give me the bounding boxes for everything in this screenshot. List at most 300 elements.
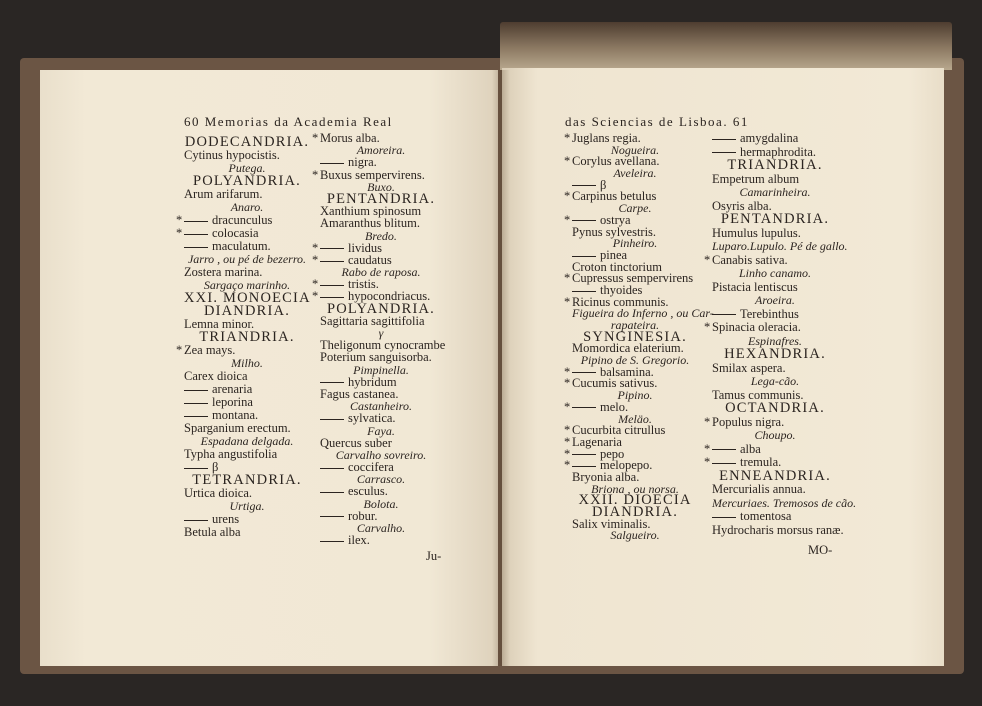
- species-name: Zea mays.: [184, 343, 236, 357]
- entry-line: [712, 265, 838, 279]
- entry-line: [572, 235, 698, 251]
- species-name: Xanthium spinosum: [320, 204, 422, 219]
- common-name: Camarinheira.: [739, 185, 811, 199]
- species-name: Theligonum cynocrambe: [320, 338, 446, 353]
- class-heading: POLYANDRIA.: [192, 173, 302, 189]
- entry-line: [572, 516, 698, 531]
- entry-line: [184, 511, 310, 524]
- entry-line: [712, 130, 838, 144]
- species-name: hybridum: [348, 374, 397, 389]
- species-name: Quercus suber: [320, 435, 392, 450]
- entry-line: [712, 157, 838, 171]
- ditto-dash: [712, 449, 736, 450]
- asterisk-mark: *: [564, 294, 571, 309]
- common-name: Pinheiro.: [612, 236, 658, 251]
- entry-line: [184, 173, 310, 189]
- entry-line: [176, 212, 310, 227]
- entry-line: [712, 522, 844, 537]
- entry-line: [312, 167, 442, 182]
- common-name: Aroeira.: [755, 293, 795, 307]
- entry-line: [712, 481, 838, 495]
- class-heading: PENTANDRIA.: [326, 190, 436, 207]
- entry-line: [312, 288, 442, 304]
- entry-line: [572, 259, 698, 274]
- asterisk-mark: *: [312, 289, 319, 304]
- species-name: Amaranthus blitum.: [320, 216, 420, 231]
- right-column-1: [564, 130, 714, 543]
- common-name: Briona , ou norsa.: [591, 481, 679, 496]
- entry-line: [564, 212, 698, 227]
- common-name: Bolota.: [363, 496, 399, 511]
- common-name: rapateira.: [610, 318, 660, 332]
- entry-line: [564, 422, 698, 438]
- ditto-dash: [320, 163, 344, 164]
- entry-line: [176, 342, 310, 357]
- book-gutter: [492, 70, 510, 666]
- asterisk-mark: *: [176, 343, 183, 357]
- entry-line: [712, 198, 838, 212]
- entry-line: [320, 374, 442, 389]
- entry-line: [320, 532, 442, 548]
- asterisk-mark: *: [704, 252, 711, 267]
- entry-line: [320, 508, 442, 523]
- entry-line: [712, 238, 848, 253]
- species-name: Ricinus communis.: [572, 294, 669, 309]
- entry-line: [184, 407, 310, 420]
- entry-line: [564, 434, 698, 449]
- species-name: nigra.: [348, 155, 377, 170]
- asterisk-mark: *: [564, 212, 571, 227]
- entry-line: [712, 387, 838, 401]
- entry-line: [712, 508, 838, 522]
- asterisk-mark: *: [564, 271, 571, 286]
- entry-line: [572, 411, 698, 426]
- entry-line: [320, 496, 442, 511]
- common-name: Lega-cão.: [750, 374, 800, 388]
- ditto-dash: [320, 285, 344, 286]
- entry-line: [184, 160, 310, 173]
- entry-line: [184, 433, 310, 446]
- asterisk-mark: *: [564, 364, 571, 379]
- common-name: Carrasco.: [356, 472, 406, 487]
- entry-line: [184, 485, 310, 498]
- ditto-dash: [572, 291, 596, 292]
- asterisk-mark: *: [312, 277, 319, 292]
- species-name: Corylus avellana.: [572, 154, 660, 169]
- species-name: Humulus lupulus.: [712, 225, 801, 240]
- species-name: pinea: [600, 247, 628, 262]
- left-column-1: [176, 134, 311, 539]
- ditto-dash: [320, 492, 344, 493]
- ditto-dash: [184, 403, 208, 404]
- right-column-2: [704, 130, 857, 537]
- common-name: Espadana delgada.: [200, 434, 294, 448]
- entry-line: [320, 228, 442, 243]
- entry-line: [704, 319, 838, 334]
- ditto-dash: [184, 221, 208, 222]
- entry-line: [572, 469, 698, 484]
- species-name: Cupressus sempervirens: [572, 271, 694, 286]
- entry-line: [320, 483, 442, 499]
- species-name: Sagittaria sagittifolia: [320, 313, 425, 328]
- entry-line: [184, 498, 310, 511]
- entry-line: [564, 446, 698, 461]
- ditto-dash: [572, 454, 596, 455]
- entry-line: [312, 252, 442, 267]
- common-name: Carpe.: [618, 201, 652, 216]
- class-heading: PENTANDRIA.: [720, 211, 830, 227]
- entry-line: [564, 375, 698, 391]
- entry-line: [572, 305, 714, 321]
- common-name: Pipino.: [617, 388, 653, 403]
- common-name: Figueira do Inferno , ou Car-: [572, 306, 714, 321]
- common-name: Carvalho.: [356, 521, 406, 535]
- species-name: tristis.: [348, 277, 379, 292]
- species-name: melopepo.: [600, 458, 653, 473]
- common-name: Bredo.: [365, 228, 397, 243]
- species-name: tremula.: [740, 455, 782, 469]
- ditto-dash: [572, 185, 596, 186]
- entry-line: [320, 337, 446, 353]
- entry-line: [572, 352, 698, 368]
- species-name: Salix viminalis.: [572, 516, 651, 531]
- class-heading: TRIANDRIA.: [727, 157, 823, 173]
- entry-line: [712, 279, 838, 293]
- left-column-2: [312, 130, 446, 548]
- entry-line: [320, 386, 442, 401]
- species-name: amygdalina: [740, 131, 799, 145]
- species-name: maculatum.: [212, 239, 271, 253]
- class-heading: XXI. MONOECIA: [184, 290, 311, 306]
- class-heading: HEXANDRIA.: [724, 346, 826, 362]
- entry-line: [564, 364, 698, 379]
- entry-line: [312, 130, 442, 145]
- ditto-dash: [184, 390, 208, 391]
- species-name: Empetrum album: [712, 171, 800, 186]
- asterisk-mark: *: [312, 167, 319, 182]
- entry-line: [320, 410, 442, 426]
- entry-line: [320, 349, 442, 365]
- entry-line: [184, 303, 310, 319]
- species-name: Croton tinctorium: [572, 259, 662, 274]
- species-name: Cytinus hypocistis.: [184, 148, 280, 162]
- entry-line: [572, 200, 698, 216]
- entry-line: [704, 441, 838, 456]
- entry-line: [184, 186, 310, 199]
- entry-line: [320, 447, 442, 462]
- species-name: tomentosa: [740, 509, 792, 523]
- asterisk-mark: *: [564, 423, 571, 438]
- entry-line: [712, 400, 838, 414]
- entry-line: [184, 329, 310, 345]
- common-name: Carvalho sovreiro.: [335, 447, 427, 462]
- class-heading: POLYANDRIA.: [326, 300, 436, 317]
- ditto-dash: [320, 297, 344, 298]
- species-name: Poterium sanguisorba.: [320, 350, 432, 365]
- asterisk-mark: *: [312, 131, 319, 145]
- species-name: Typha angustifolia: [184, 447, 278, 461]
- ditto-dash: [320, 468, 344, 469]
- species-name: ostrya: [600, 212, 631, 227]
- right-catchword: MO-: [808, 543, 833, 557]
- species-name: pepo: [600, 446, 625, 461]
- entry-line: [712, 360, 838, 374]
- species-name: robur.: [348, 508, 378, 523]
- entry-line: [184, 277, 310, 290]
- class-heading: TRIANDRIA.: [199, 329, 295, 345]
- ditto-dash: [184, 468, 208, 469]
- entry-line: [184, 264, 310, 277]
- entry-line: [712, 292, 838, 306]
- class-heading: OCTANDRIA.: [725, 400, 825, 416]
- entry-line: [320, 154, 442, 170]
- asterisk-mark: *: [564, 131, 571, 145]
- entry-line: [320, 423, 442, 438]
- ditto-dash: [712, 152, 736, 153]
- species-name: Zostera marina.: [184, 265, 263, 279]
- species-name: Lemna minor.: [184, 317, 255, 331]
- species-name: Pistacia lentiscus: [712, 279, 798, 294]
- entry-line: [572, 247, 698, 262]
- ditto-dash: [320, 382, 344, 383]
- species-name: Canabis sativa.: [712, 252, 788, 267]
- entry-line: [564, 188, 698, 204]
- ditto-dash: [572, 220, 596, 221]
- entry-line: [572, 282, 698, 297]
- ditto-dash: [320, 419, 344, 420]
- asterisk-mark: *: [564, 446, 571, 461]
- ditto-dash: [184, 247, 208, 248]
- species-name: β: [600, 177, 607, 192]
- entry-line: [712, 373, 838, 387]
- species-name: thyoides: [600, 282, 643, 297]
- entry-line: [712, 468, 838, 482]
- entry-line: [320, 459, 442, 475]
- entry-line: [320, 203, 442, 219]
- entry-line: [320, 215, 442, 231]
- common-name: γ: [378, 326, 384, 340]
- ditto-dash: [320, 541, 344, 542]
- asterisk-mark: *: [564, 376, 571, 391]
- entry-line: [564, 153, 698, 169]
- entry-line: [572, 224, 698, 239]
- entry-line: [320, 471, 442, 487]
- common-name: Aveleira.: [613, 166, 657, 181]
- common-name: Buxo.: [367, 179, 395, 194]
- asterisk-mark: *: [564, 434, 571, 449]
- entry-line: [320, 520, 442, 535]
- common-name: Mercuriaes. Tremosos de cão.: [712, 495, 857, 510]
- species-name: esculus.: [348, 484, 388, 499]
- entry-line: [572, 328, 698, 345]
- entry-line: [572, 317, 698, 332]
- entry-line: [564, 457, 698, 473]
- entry-line: [572, 165, 698, 181]
- common-name: Milho.: [231, 356, 263, 370]
- entry-line: [184, 251, 310, 264]
- entry-line: [184, 238, 310, 251]
- entry-line: [184, 134, 310, 150]
- asterisk-mark: *: [704, 441, 711, 456]
- entry-line: [712, 144, 838, 158]
- ditto-dash: [320, 261, 344, 262]
- species-name: Hydrocharis morsus ranæ.: [712, 522, 844, 537]
- species-name: hermaphrodita.: [740, 144, 817, 159]
- entry-line: [564, 130, 698, 145]
- entry-line: [320, 398, 442, 414]
- species-name: Carpinus betulus: [572, 189, 657, 204]
- species-name: Smilax aspera.: [712, 360, 786, 375]
- entry-line: [320, 325, 442, 340]
- entry-line: [572, 504, 698, 520]
- right-running-header: das Sciencias de Lisboa. 61: [565, 114, 749, 129]
- asterisk-mark: *: [704, 320, 711, 334]
- entry-line: [312, 276, 442, 292]
- entry-line: [712, 346, 838, 360]
- class-heading: XXII. DIOECIA: [578, 492, 692, 509]
- common-name: Salgueiro.: [610, 528, 660, 543]
- entry-line: [184, 446, 310, 459]
- asterisk-mark: *: [312, 252, 319, 267]
- entry-line: [184, 394, 310, 407]
- species-name: montana.: [212, 408, 259, 422]
- species-name: colocasia: [212, 226, 259, 240]
- species-name: Urtica dioica.: [184, 486, 253, 500]
- ditto-dash: [184, 234, 208, 235]
- entry-line: [184, 381, 310, 394]
- common-name: Choupo.: [754, 428, 796, 442]
- common-name: Nogueira.: [610, 142, 660, 157]
- species-name: Lagenaria: [572, 434, 622, 449]
- species-name: Cucurbita citrullus: [572, 423, 666, 438]
- species-name: β: [212, 460, 219, 474]
- asterisk-mark: *: [704, 455, 711, 469]
- species-name: Mercurialis annua.: [712, 482, 806, 496]
- common-name: Anaro.: [230, 200, 264, 214]
- asterisk-mark: *: [176, 213, 183, 227]
- entry-line: [184, 316, 310, 329]
- species-name: Populus nigra.: [712, 414, 785, 429]
- asterisk-mark: *: [312, 240, 319, 255]
- species-name: Momordica elaterium.: [572, 341, 684, 356]
- common-name: Luparo.Lupulo. Pé de gallo.: [712, 239, 848, 253]
- entry-line: [320, 179, 442, 194]
- entry-line: [712, 171, 838, 185]
- entry-line: [320, 435, 442, 450]
- species-name: coccifera: [348, 460, 394, 475]
- entry-line: [712, 427, 838, 441]
- entry-line: [564, 399, 698, 414]
- species-name: Buxus sempervirens.: [320, 167, 425, 182]
- common-name: Meläo.: [618, 411, 652, 426]
- ditto-dash: [712, 314, 736, 315]
- entry-line: [712, 306, 838, 320]
- ditto-dash: [320, 248, 344, 249]
- species-name: Terebinthus: [740, 306, 799, 321]
- entry-line: [712, 225, 838, 239]
- class-heading: DIANDRIA.: [203, 303, 291, 319]
- common-name: Pimpinella.: [353, 362, 409, 377]
- species-name: ilex.: [348, 533, 370, 548]
- entry-line: [704, 414, 838, 429]
- entry-line: [184, 368, 310, 381]
- species-name: Osyris alba.: [712, 198, 772, 213]
- common-name: Putega.: [228, 161, 266, 175]
- species-name: Betula alba: [184, 525, 241, 539]
- entry-line: [572, 481, 698, 496]
- species-name: Morus alba.: [320, 131, 380, 145]
- common-name: Linho canamo.: [739, 266, 811, 280]
- species-name: leporina: [212, 395, 253, 409]
- asterisk-mark: *: [564, 189, 571, 204]
- entry-line: [320, 142, 442, 158]
- common-name: Faya.: [367, 423, 395, 438]
- class-heading: ENNEANDRIA.: [719, 467, 831, 484]
- asterisk-mark: *: [564, 154, 571, 169]
- entry-line: [572, 142, 698, 157]
- ditto-dash: [712, 139, 736, 140]
- species-name: Spinacia oleracia.: [712, 320, 801, 334]
- species-name: Tamus communis.: [712, 387, 804, 402]
- ditto-dash: [572, 256, 596, 257]
- species-name: Sparganium erectum.: [184, 421, 291, 435]
- entry-line: [564, 294, 698, 309]
- entry-line: [184, 199, 310, 212]
- species-name: dracunculus: [212, 213, 273, 227]
- entry-line: [564, 270, 698, 286]
- class-heading: DIANDRIA.: [591, 504, 679, 520]
- species-name: Pynus sylvestris.: [572, 224, 657, 239]
- entry-line: [320, 362, 442, 377]
- entry-line: [184, 524, 310, 537]
- species-name: balsamina.: [600, 364, 654, 379]
- species-name: arenaria: [212, 382, 253, 396]
- species-name: Arum arifarum.: [184, 187, 263, 201]
- asterisk-mark: *: [564, 458, 571, 473]
- class-heading: TETRANDRIA.: [192, 472, 302, 488]
- species-name: Bryonia alba.: [572, 469, 640, 484]
- asterisk-mark: *: [176, 226, 183, 240]
- left-catchword: Ju-: [426, 549, 442, 563]
- species-name: alba: [740, 441, 761, 456]
- entry-line: [572, 387, 698, 403]
- entry-line: [184, 420, 310, 433]
- common-name: Amoreira.: [356, 143, 406, 158]
- common-name: Pipino de S. Gregorio.: [580, 353, 690, 368]
- common-name: Rabo de raposa.: [341, 265, 421, 280]
- species-name: Juglans regia.: [572, 131, 641, 145]
- class-heading: DODECANDRIA.: [184, 134, 310, 150]
- page-edges: [500, 22, 952, 70]
- ditto-dash: [184, 416, 208, 417]
- ditto-dash: [572, 372, 596, 373]
- entry-line: [184, 290, 311, 306]
- species-name: Carex dioica: [184, 369, 248, 383]
- ditto-dash: [712, 463, 736, 464]
- entry-line: [704, 454, 838, 469]
- entry-line: [176, 225, 310, 240]
- entry-line: [712, 211, 838, 225]
- entry-line: [184, 472, 310, 488]
- entry-line: [184, 147, 310, 160]
- species-name: hypocondriacus.: [348, 289, 431, 304]
- species-name: lividus: [348, 240, 383, 255]
- entry-line: [704, 252, 838, 267]
- entry-line: [572, 177, 698, 192]
- entry-line: [572, 527, 698, 543]
- common-name: Sargaço marinho.: [203, 278, 291, 292]
- entry-line: [312, 240, 442, 255]
